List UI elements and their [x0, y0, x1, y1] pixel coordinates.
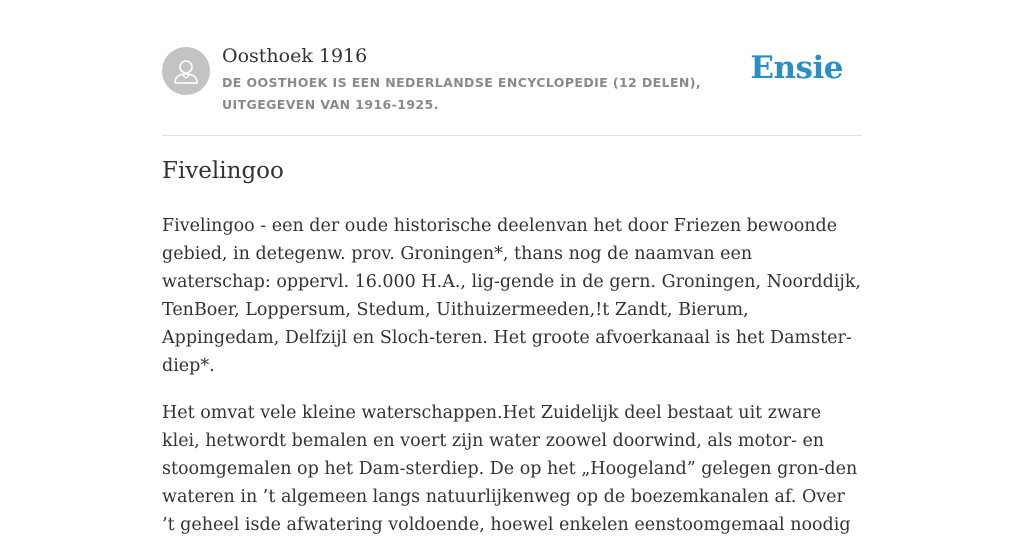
source-name[interactable]: Oosthoek 1916 [222, 45, 368, 67]
entry-paragraph: Het omvat vele kleine waterschappen.Het Zuidelijk deel bestaat uit zware klei, hetwordt bemalen en voert zijn water zoowel doorwind, als motor- en stoomgemalen op het Dam-sterdiep. De op het „Hoogeland” gelegen gron-den wateren in ’t algemeen langs natuurlijkenweg op de boezemkanalen af. Over ’t geheel isde afwatering voldoende, hoewel enkelen eenstoomgemaal noodig [162, 403, 858, 535]
ensie-logo[interactable]: Ensie [750, 50, 843, 86]
entry-title: Fivelingoo [162, 158, 284, 184]
entry-paragraph: Fivelingoo - een der oude historische deelenvan het door Friezen bewoonde gebied, in detegenw. prov. Groningen*, thans nog de naamvan een waterschap: oppervl. 16.000 H.A., lig-gende in de gern. Groningen, Noorddijk, TenBoer, Loppersum, Stedum, Uithuizermeeden,!t Zandt, Bierum, Appingedam, Delfzijl en Sloch-teren. Het groote afvoerkanaal is het Damster-diep*. [162, 216, 861, 376]
source-avatar[interactable] [162, 47, 210, 95]
user-silhouette-icon [162, 47, 210, 95]
source-header [162, 0, 862, 136]
entry-body [162, 212, 862, 558]
page-container [162, 0, 862, 535]
source-description: DE OOSTHOEK IS EEN NEDERLANDSE ENCYCLOPEDIE (12 DELEN), UITGEGEVEN VAN 1916-1925. [222, 75, 702, 112]
